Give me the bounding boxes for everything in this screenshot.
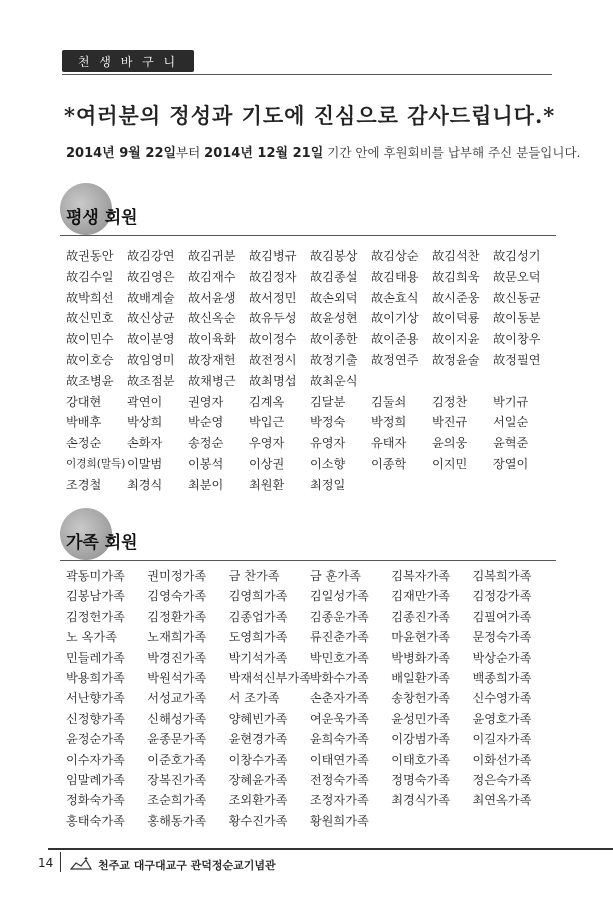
member-name: 故이덕룡 bbox=[432, 311, 480, 326]
member-name: 김일성가족 bbox=[309, 589, 369, 604]
member-name: 장열이 bbox=[493, 456, 529, 471]
member-name: 김봉남가족 bbox=[66, 589, 125, 604]
member-name: 노 옥가족 bbox=[66, 630, 117, 645]
member-name: 우영자 bbox=[249, 436, 285, 451]
member-name: 송정순 bbox=[188, 436, 224, 451]
period-description: 기간 안에 후원회비를 납부해 주신 분들입니다. bbox=[323, 145, 581, 160]
member-name: 김둘쇠 bbox=[371, 394, 407, 409]
member-name: 임말례가족 bbox=[66, 772, 125, 787]
member-name: 이경희(말득) bbox=[66, 457, 126, 470]
member-name: 故이민수 bbox=[66, 332, 114, 347]
member-name: 김복희가족 bbox=[472, 569, 532, 583]
member-name: 최경식가족 bbox=[391, 793, 451, 808]
period-end: 2014년 12월 21일 bbox=[204, 146, 324, 161]
member-name: 故정연주 bbox=[371, 352, 419, 367]
member-name: 故이육화 bbox=[188, 332, 236, 347]
member-name: 故이준용 bbox=[371, 332, 419, 347]
member-name: 故김태용 bbox=[371, 269, 419, 284]
member-name: 서성교가족 bbox=[147, 691, 207, 706]
member-name: 이태연가족 bbox=[309, 752, 369, 767]
member-name: 故김석찬 bbox=[432, 249, 480, 263]
member-name: 백종희가족 bbox=[472, 670, 532, 685]
section-divider bbox=[60, 235, 556, 236]
member-name: 故김성기 bbox=[493, 249, 541, 263]
member-name: 신수영가족 bbox=[472, 691, 532, 706]
empty-cell bbox=[371, 475, 432, 496]
member-name: 김정찬 bbox=[432, 394, 468, 409]
member-name: 故이정수 bbox=[249, 332, 297, 347]
member-name: 조외환가족 bbox=[228, 793, 288, 808]
empty-cell bbox=[493, 371, 554, 392]
member-name: 김정환가족 bbox=[147, 609, 207, 624]
member-name: 故김강연 bbox=[127, 249, 175, 263]
member-name: 김정강가족 bbox=[472, 589, 532, 604]
member-name: 배일환가족 bbox=[391, 670, 451, 685]
member-name: 故김영은 bbox=[127, 269, 175, 284]
member-name: 故전정시 bbox=[249, 352, 297, 367]
member-name: 김달분 bbox=[310, 394, 346, 409]
member-name: 박재석신부가족 bbox=[228, 670, 312, 685]
member-name: 故신상균 bbox=[127, 311, 175, 326]
member-name: 이수자가족 bbox=[66, 752, 125, 767]
member-name: 금 훈가족 bbox=[309, 569, 361, 583]
empty-cell bbox=[493, 475, 554, 496]
period-start: 2014년 9월 22일 bbox=[66, 146, 177, 161]
member-name: 박병화가족 bbox=[391, 650, 451, 665]
member-name: 김종업가족 bbox=[228, 609, 288, 624]
member-name: 조정자가족 bbox=[309, 793, 369, 808]
member-name: 김영숙가족 bbox=[147, 589, 207, 604]
member-name: 박상순가족 bbox=[472, 650, 532, 665]
member-name: 故이분영 bbox=[127, 332, 175, 347]
member-name: 황원희가족 bbox=[309, 813, 369, 828]
member-name: 양혜빈가족 bbox=[228, 711, 288, 726]
member-name: 유영자 bbox=[310, 436, 346, 451]
member-name: 박상희 bbox=[127, 415, 163, 430]
member-name: 강대현 bbox=[66, 394, 102, 409]
lifetime-section-header bbox=[60, 183, 560, 239]
member-name: 노재희가족 bbox=[147, 630, 207, 645]
member-name: 황수진가족 bbox=[228, 813, 288, 828]
member-name: 장복진가족 bbox=[147, 772, 207, 787]
member-name: 이상권 bbox=[249, 456, 285, 471]
member-name: 곽동미가족 bbox=[66, 569, 125, 583]
member-name: 윤영호가족 bbox=[472, 711, 532, 726]
member-name: 故이기상 bbox=[371, 311, 419, 326]
member-name: 문정숙가족 bbox=[472, 630, 532, 645]
member-name: 박입근 bbox=[249, 415, 285, 430]
member-name: 故김귀분 bbox=[188, 249, 236, 263]
member-name: 도영희가족 bbox=[228, 630, 288, 645]
organization-name: 천주교 대구대교구 관덕정순교기념관 bbox=[98, 859, 276, 872]
member-name: 정명숙가족 bbox=[391, 772, 451, 787]
member-name: 박기석가족 bbox=[228, 650, 288, 665]
member-name: 윤혁준 bbox=[493, 436, 529, 451]
member-name: 유태자 bbox=[371, 436, 407, 451]
member-name: 신정향가족 bbox=[66, 711, 125, 726]
member-name: 故김정자 bbox=[249, 269, 297, 284]
member-name: 손화자 bbox=[127, 436, 163, 451]
member-name: 정화숙가족 bbox=[66, 793, 125, 808]
member-name: 권미정가족 bbox=[147, 569, 207, 583]
member-name: 박원석가족 bbox=[147, 670, 207, 685]
member-name: 故배계술 bbox=[127, 290, 175, 305]
member-name: 여운욱가족 bbox=[309, 711, 369, 726]
member-name: 박용희가족 bbox=[66, 670, 125, 685]
member-name: 윤현경가족 bbox=[228, 732, 288, 747]
empty-cell bbox=[472, 811, 553, 831]
member-name: 故김희욱 bbox=[432, 269, 480, 284]
family-section-header bbox=[60, 508, 560, 564]
member-name: 박민호가족 bbox=[309, 650, 369, 665]
member-name: 故조점분 bbox=[127, 373, 175, 388]
member-name: 故장재헌 bbox=[188, 352, 236, 367]
member-name: 故신민호 bbox=[66, 311, 114, 326]
member-name: 故최명섭 bbox=[249, 373, 297, 388]
member-name: 손정순 bbox=[66, 436, 102, 451]
member-name: 이창수가족 bbox=[228, 752, 288, 767]
member-name: 이태호가족 bbox=[391, 752, 451, 767]
member-name: 김계옥 bbox=[249, 394, 285, 409]
thanks-heading: *여러분의 정성과 기도에 진심으로 감사드립니다.* bbox=[64, 103, 556, 128]
member-name: 박화수가족 bbox=[309, 670, 369, 685]
family-section-title: 가족 회원 bbox=[66, 533, 138, 553]
member-name: 박순영 bbox=[188, 415, 224, 430]
period-connector: 부터 bbox=[176, 145, 205, 160]
member-name: 이봉석 bbox=[188, 456, 224, 471]
member-name: 박경진가족 bbox=[147, 650, 207, 665]
member-name: 송창헌가족 bbox=[391, 691, 451, 706]
member-name: 서난향가족 bbox=[66, 691, 125, 706]
member-name: 故윤성현 bbox=[310, 311, 358, 326]
member-name: 故채병근 bbox=[188, 373, 236, 388]
member-name: 조경철 bbox=[66, 477, 102, 492]
lifetime-member-list bbox=[66, 246, 554, 496]
member-name: 김정헌가족 bbox=[66, 609, 125, 624]
member-name: 故손효식 bbox=[371, 290, 419, 305]
member-name: 최경식 bbox=[127, 477, 163, 492]
member-name: 윤의웅 bbox=[432, 436, 468, 451]
member-name: 故권동안 bbox=[66, 249, 114, 263]
member-name: 윤종문가족 bbox=[147, 732, 207, 747]
member-name: 故김상순 bbox=[371, 249, 419, 263]
empty-cell bbox=[432, 475, 493, 496]
section-tab: 천 생 바 구 니 bbox=[62, 50, 194, 72]
member-name: 민들레가족 bbox=[66, 650, 125, 665]
member-name: 홍태숙가족 bbox=[66, 813, 125, 828]
member-name: 박진규 bbox=[432, 415, 468, 430]
member-name: 권영자 bbox=[188, 394, 224, 409]
member-name: 최정일 bbox=[310, 477, 346, 492]
member-name: 윤희숙가족 bbox=[309, 732, 369, 747]
member-name: 故이호승 bbox=[66, 352, 114, 367]
member-name: 조순희가족 bbox=[147, 793, 207, 808]
member-name: 故김병규 bbox=[249, 249, 297, 263]
section-divider bbox=[60, 560, 556, 561]
empty-cell bbox=[391, 811, 472, 831]
member-name: 故이지윤 bbox=[432, 332, 480, 347]
member-name: 서 조가족 bbox=[228, 691, 280, 706]
member-name: 故이창우 bbox=[493, 332, 541, 347]
member-name: 이말범 bbox=[127, 456, 163, 471]
footer-separator bbox=[60, 852, 61, 872]
member-name: 이길자가족 bbox=[472, 732, 532, 747]
member-name: 최분이 bbox=[188, 477, 224, 492]
member-name: 마윤현가족 bbox=[391, 630, 451, 645]
member-name: 이강범가족 bbox=[391, 732, 451, 747]
member-name: 故유두성 bbox=[249, 311, 297, 326]
member-name: 박기규 bbox=[493, 394, 529, 409]
member-name: 김재만가족 bbox=[391, 589, 451, 604]
member-name: 故김종설 bbox=[310, 269, 358, 284]
member-name: 손춘자가족 bbox=[309, 691, 369, 706]
member-name: 김영희가족 bbox=[228, 589, 288, 604]
member-name: 故김재수 bbox=[188, 269, 236, 284]
member-name: 최원환 bbox=[249, 477, 285, 492]
member-name: 故신동균 bbox=[493, 290, 541, 305]
member-name: 김필여가족 bbox=[472, 609, 532, 624]
member-name: 故정기출 bbox=[310, 352, 358, 367]
lifetime-section-title: 평생 회원 bbox=[66, 208, 138, 228]
member-name: 故서정민 bbox=[249, 290, 297, 305]
member-name: 故손외덕 bbox=[310, 290, 358, 305]
period-notice bbox=[66, 142, 581, 161]
member-name: 최연옥가족 bbox=[472, 793, 532, 808]
member-name: 故시준웅 bbox=[432, 290, 480, 305]
member-name: 금 찬가족 bbox=[228, 569, 280, 583]
member-name: 故김봉상 bbox=[310, 249, 358, 263]
member-name: 정은숙가족 bbox=[472, 772, 532, 787]
church-logo-icon bbox=[70, 856, 92, 870]
header-divider bbox=[62, 74, 552, 75]
member-name: 이지민 bbox=[432, 456, 468, 471]
member-name: 故서윤생 bbox=[188, 290, 236, 305]
member-name: 전정숙가족 bbox=[309, 772, 369, 787]
footer-divider bbox=[48, 848, 613, 850]
member-name: 홍해동가족 bbox=[147, 813, 207, 828]
member-name: 장혜윤가족 bbox=[228, 772, 288, 787]
member-name: 故이동분 bbox=[493, 311, 541, 326]
member-name: 이소향 bbox=[310, 456, 346, 471]
member-name: 김복자가족 bbox=[391, 569, 451, 583]
member-name: 故이종한 bbox=[310, 332, 358, 347]
member-name: 김종운가족 bbox=[309, 609, 369, 624]
member-name: 윤성민가족 bbox=[391, 711, 451, 726]
family-member-list bbox=[66, 566, 554, 831]
member-name: 신해성가족 bbox=[147, 711, 207, 726]
member-name: 故박희선 bbox=[66, 290, 114, 305]
member-name: 故임영미 bbox=[127, 352, 175, 367]
member-name: 이종학 bbox=[371, 456, 407, 471]
member-name: 박정숙 bbox=[310, 415, 346, 430]
empty-cell bbox=[432, 371, 493, 392]
member-name: 故최운식 bbox=[310, 373, 358, 388]
member-name: 故정필연 bbox=[493, 352, 541, 367]
member-name: 김종진가족 bbox=[391, 609, 451, 624]
member-name: 류진춘가족 bbox=[309, 630, 369, 645]
page-number: 14 bbox=[38, 856, 54, 870]
member-name: 故정윤술 bbox=[432, 352, 480, 367]
member-name: 박배후 bbox=[66, 415, 102, 430]
member-name: 박정희 bbox=[371, 415, 407, 430]
member-name: 故조병윤 bbox=[66, 373, 114, 388]
member-name: 이화선가족 bbox=[472, 752, 532, 767]
member-name: 故김수일 bbox=[66, 269, 114, 284]
empty-cell bbox=[371, 371, 432, 392]
member-name: 윤정순가족 bbox=[66, 732, 125, 747]
member-name: 서일순 bbox=[493, 415, 529, 430]
member-name: 故문오덕 bbox=[493, 269, 541, 284]
page-footer bbox=[0, 848, 613, 878]
member-name: 곽연이 bbox=[127, 394, 163, 409]
member-name: 故신옥순 bbox=[188, 311, 236, 326]
member-name: 이준호가족 bbox=[147, 752, 207, 767]
